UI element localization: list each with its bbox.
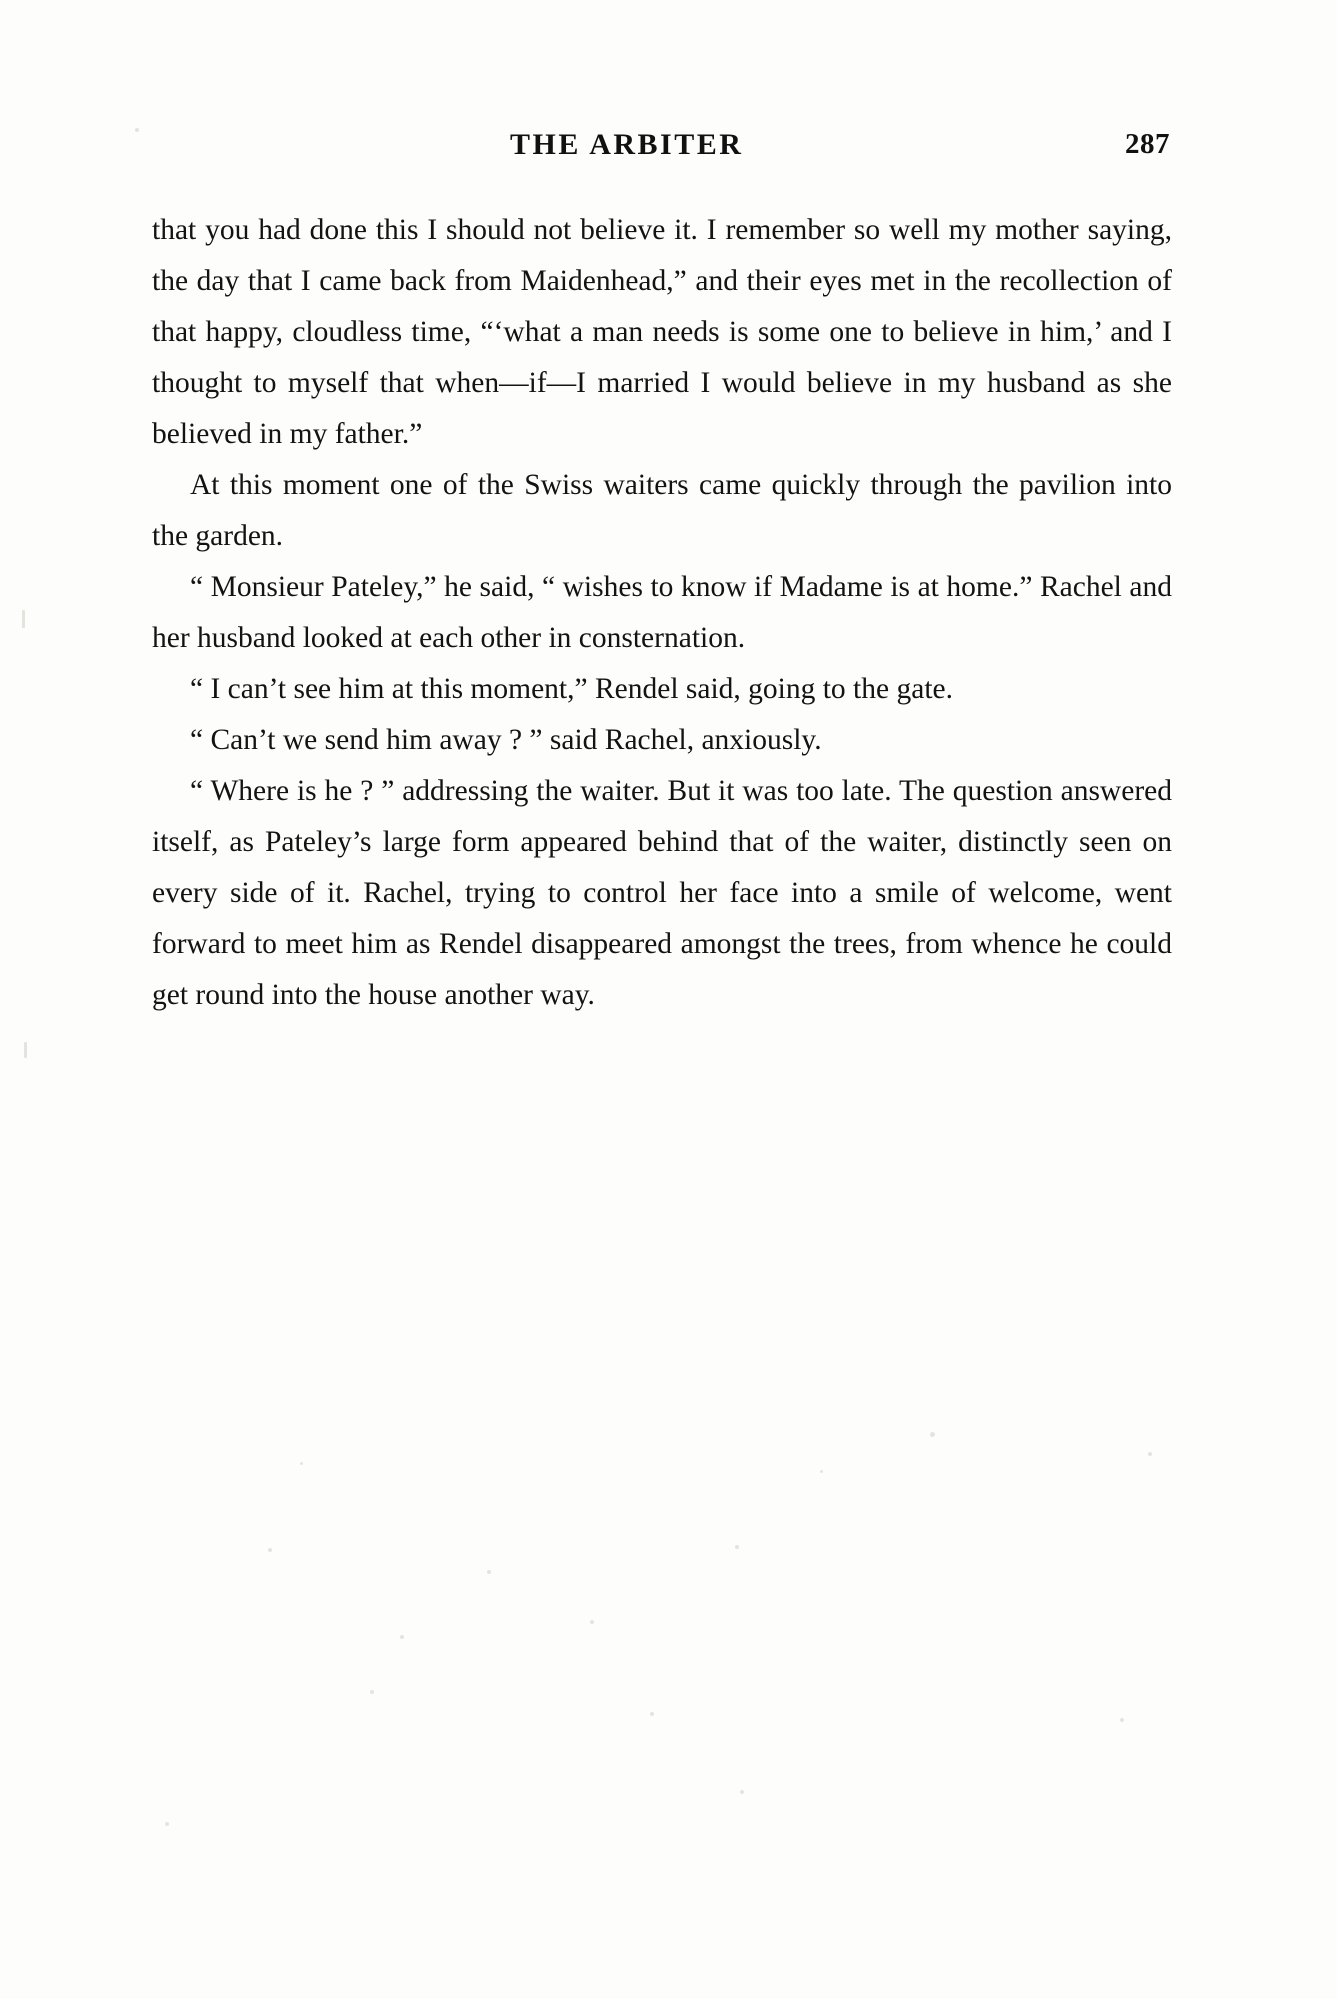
paragraph: “ Can’t we send him away ? ” said Rachel, anxiously. (190, 724, 822, 756)
scan-speckle (370, 1690, 374, 1694)
scan-speckle (165, 1822, 169, 1826)
paragraph: At this moment one of the Swiss waiters came quickly through the pavilion into the garden. (152, 469, 1172, 552)
scan-speckle (135, 128, 139, 132)
scan-speckle (24, 1042, 27, 1058)
paragraph: “ I can’t see him at this moment,” Rendel said, going to the gate. (190, 673, 953, 705)
scan-speckle (735, 1545, 739, 1549)
paragraph: “ Monsieur Pateley,” he said, “ wishes to know if Madame is at home.” Rachel and her husband looked at each other in consternation. (152, 571, 1172, 654)
page-body (152, 205, 1172, 1021)
paragraph: “ Where is he ? ” addressing the waiter. But it was too late. The question answered itself, as Pateley’s large form appeared behind that of the waiter, distinctly seen on every side of it. Rachel, trying to control her face into a smile of welcome, went forward to meet him as Rendel disappeared amongst the trees, from whence he could get round into the house another way. (152, 775, 1172, 1011)
scan-speckle (820, 1470, 823, 1473)
scan-speckle (268, 1548, 272, 1552)
scan-speckle (300, 1462, 303, 1465)
scan-speckle (740, 1790, 744, 1794)
page-number: 287 (1125, 128, 1170, 160)
scan-speckle (590, 1620, 594, 1624)
scan-speckle (1148, 1452, 1152, 1456)
scan-speckle (930, 1432, 935, 1437)
paragraph: that you had done this I should not believe it. I remember so well my mother saying, the day that I came back from Maidenhead,” and their eyes met in the recollection of that happy, cloudless time, “‘what a man needs is some one to believe in him,’ and I thought to myself that when—if—I married I would believe in my husband as she believed in my father.” (152, 214, 1172, 450)
scan-speckle (650, 1712, 654, 1716)
scan-speckle (487, 1570, 491, 1574)
scan-speckle (22, 610, 25, 628)
page-header (150, 128, 1170, 168)
scan-speckle (400, 1635, 404, 1639)
running-head: THE ARBITER (510, 128, 744, 161)
scan-speckle (1120, 1718, 1124, 1722)
